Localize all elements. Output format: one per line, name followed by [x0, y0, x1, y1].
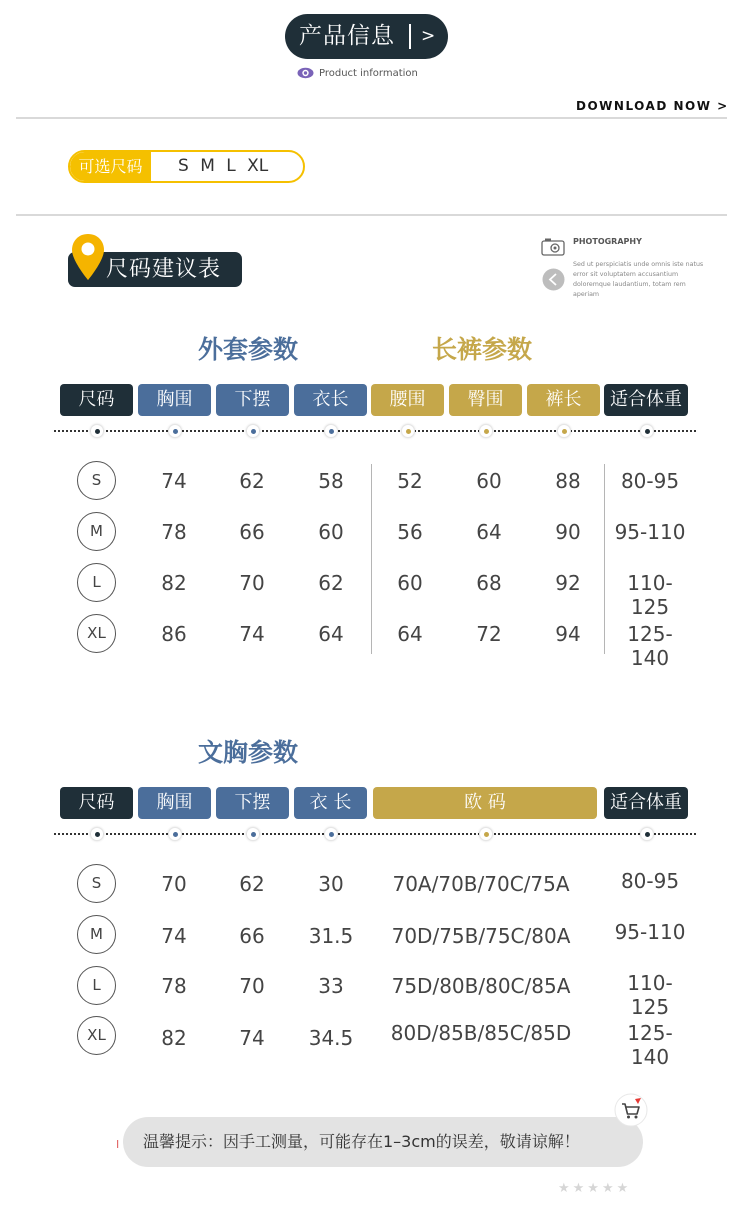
table-cell: 31.5 [308, 924, 354, 948]
table-cell: 62 [318, 571, 344, 595]
table-cell: 72 [476, 622, 502, 646]
size-badge: M [77, 915, 116, 954]
timeline-dot [246, 424, 260, 438]
product-info-subtitle: Product information [319, 68, 418, 79]
photography-title: PHOTOGRAPHY [573, 237, 642, 246]
header-length: 衣长 [294, 384, 367, 416]
table-cell: 62 [239, 469, 265, 493]
table-cell: 56 [397, 520, 423, 544]
header-length: 衣 长 [294, 787, 367, 819]
notice-text: 温馨提示：因手工测量，可能存在1–3cm的误差，敬请谅解！ [143, 1132, 580, 1151]
table-cell: 64 [476, 520, 502, 544]
table-cell: 78 [161, 974, 187, 998]
header-size: 尺码 [60, 787, 133, 819]
divider-middle [16, 214, 727, 216]
notice-marker: I [116, 1138, 120, 1151]
size-selector-values: S M L XL [178, 156, 269, 176]
pants-params-title: 长裤参数 [432, 335, 533, 364]
header-weight: 适合体重 [604, 787, 688, 819]
table-cell: 80-95 [620, 869, 680, 893]
table-cell: 125-140 [627, 1021, 673, 1069]
table-cell: 68 [476, 571, 502, 595]
pill-divider [409, 24, 411, 49]
header-chest: 胸围 [138, 384, 211, 416]
size-badge: XL [77, 1016, 116, 1055]
arrow-left-icon [542, 268, 565, 291]
photography-line: doloremque laudantium, totam rem aperiam [573, 281, 686, 298]
header-chest: 胸围 [138, 787, 211, 819]
header-hem: 下摆 [216, 384, 289, 416]
timeline-dot [90, 827, 104, 841]
divider-top [16, 117, 727, 119]
timeline-dot [324, 424, 338, 438]
header-hip: 臀围 [449, 384, 522, 416]
table-cell: 74 [239, 622, 265, 646]
table-cell: 70D/75B/75C/80A [391, 924, 571, 948]
header-waist: 腰围 [371, 384, 444, 416]
table-cell: 74 [239, 1026, 265, 1050]
timeline-dot [324, 827, 338, 841]
size-badge: S [77, 864, 116, 903]
table2-dotted-line [54, 833, 696, 835]
download-now-link[interactable]: DOWNLOAD NOW > [576, 99, 729, 113]
table-cell: 74 [161, 924, 187, 948]
timeline-dot [640, 424, 654, 438]
table-cell: 30 [318, 872, 344, 896]
product-info-title: 产品信息 [299, 23, 395, 49]
table-cell: 75D/80B/80C/85A [391, 974, 571, 998]
coat-params-title: 外套参数 [198, 335, 299, 364]
table-cell: 110-125 [627, 971, 673, 1019]
table-cell: 60 [397, 571, 423, 595]
table-cell: 60 [476, 469, 502, 493]
table-cell: 64 [397, 622, 423, 646]
table-cell: 82 [161, 571, 187, 595]
size-chart-heading-text: 尺码建议表 [106, 257, 222, 282]
bra-params-title: 文胸参数 [198, 738, 299, 767]
timeline-dot [557, 424, 571, 438]
table-cell: 90 [555, 520, 581, 544]
timeline-dot [168, 424, 182, 438]
timeline-dot [640, 827, 654, 841]
table-cell: 62 [239, 872, 265, 896]
chevron-right-icon: > [421, 26, 436, 46]
table-cell: 34.5 [308, 1026, 354, 1050]
timeline-dot [401, 424, 415, 438]
size-badge: M [77, 512, 116, 551]
timeline-dot [90, 424, 104, 438]
header-size: 尺码 [60, 384, 133, 416]
table-cell: 80-95 [620, 469, 680, 493]
table-cell: 88 [555, 469, 581, 493]
header-weight: 适合体重 [604, 384, 688, 416]
table1-dotted-line [54, 430, 696, 432]
location-pin-icon [70, 232, 106, 282]
table-cell: 125-140 [627, 622, 673, 670]
table-cell: 95-110 [614, 920, 686, 944]
timeline-dot [168, 827, 182, 841]
size-badge: S [77, 461, 116, 500]
timeline-dot [479, 424, 493, 438]
table-cell: 58 [318, 469, 344, 493]
table-cell: 60 [318, 520, 344, 544]
table-cell: 66 [239, 520, 265, 544]
table-cell: 70A/70B/70C/75A [392, 872, 570, 896]
shopping-cart-icon[interactable] [614, 1093, 648, 1127]
table-cell: 82 [161, 1026, 187, 1050]
eye-icon [297, 67, 314, 79]
table-cell: 70 [239, 974, 265, 998]
size-badge: L [77, 966, 116, 1005]
table-cell: 78 [161, 520, 187, 544]
timeline-dot [246, 827, 260, 841]
table-cell: 94 [555, 622, 581, 646]
timeline-dot [479, 827, 493, 841]
photography-line: Sed ut perspiciatis unde omnis iste natus [573, 261, 704, 268]
photography-line: error sit voluptatem accusantium [573, 271, 679, 278]
table-cell: 74 [161, 469, 187, 493]
header-euro-size: 欧 码 [373, 787, 597, 819]
header-hem: 下摆 [216, 787, 289, 819]
table-cell: 33 [318, 974, 344, 998]
table-cell: 66 [239, 924, 265, 948]
table-cell: 70 [161, 872, 187, 896]
table-cell: 110-125 [627, 571, 673, 619]
table-cell: 86 [161, 622, 187, 646]
table-cell: 64 [318, 622, 344, 646]
product-info-pill[interactable] [285, 14, 448, 59]
notice-banner [123, 1117, 643, 1167]
size-badge: L [77, 563, 116, 602]
size-selector [68, 150, 305, 183]
table-cell: 95-110 [614, 520, 686, 544]
size-selector-label: 可选尺码 [70, 152, 151, 181]
rating-stars: ★★★★★ [558, 1181, 632, 1196]
header-pants-length: 裤长 [527, 384, 600, 416]
table-cell: 80D/85B/85C/85D [390, 1021, 572, 1045]
table-cell: 70 [239, 571, 265, 595]
camera-icon [541, 237, 565, 257]
table-cell: 92 [555, 571, 581, 595]
size-badge: XL [77, 614, 116, 653]
table-cell: 52 [397, 469, 423, 493]
photography-text [573, 260, 713, 300]
